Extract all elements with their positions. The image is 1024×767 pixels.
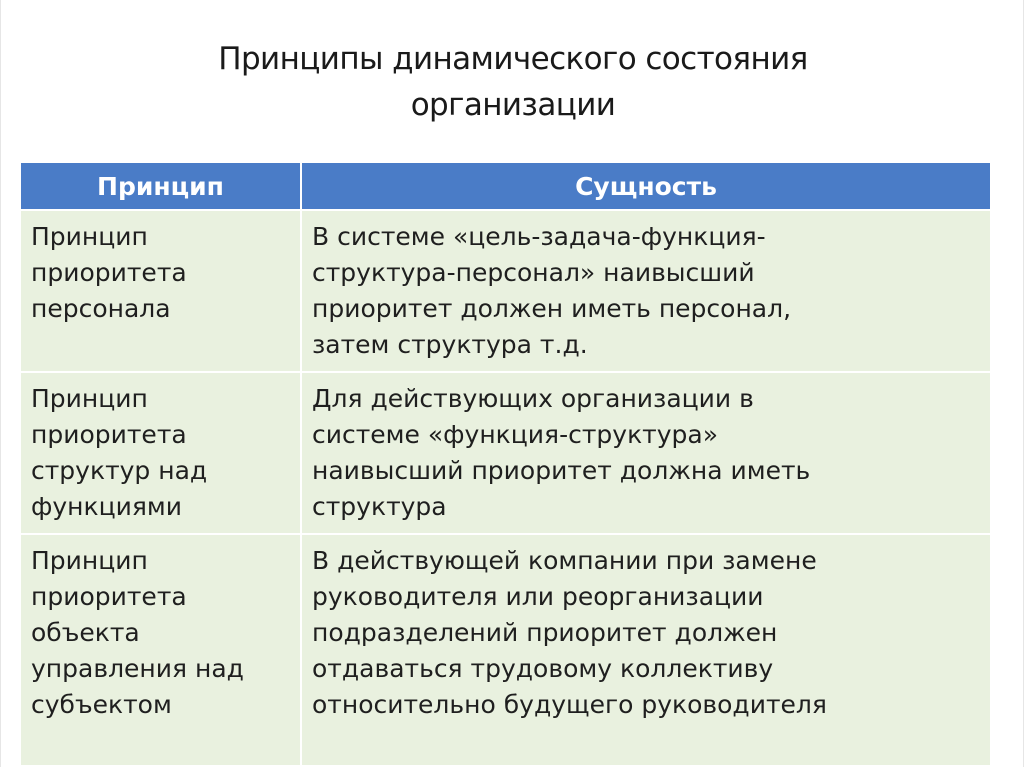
- principle-cell: [20, 372, 301, 534]
- essence-text: В действующей компании при замене руководителя или реорганизации подразделений приоритет должен отдаваться трудовому коллективу относительно будущего руководителя: [312, 546, 827, 719]
- essence-cell: [301, 534, 991, 766]
- principle-text: Принцип приоритета персонала: [31, 222, 187, 323]
- slide-title: [1, 36, 1024, 128]
- principle-text: Принцип приоритета структур над функциями: [31, 384, 208, 521]
- principles-table: [19, 163, 992, 767]
- header-essence: Сущность: [301, 163, 991, 210]
- essence-text: Для действующих организации в системе «функция-структура» наивысший приоритет должна иметь структура: [312, 384, 811, 521]
- header-principle: Принцип: [20, 163, 301, 210]
- table-header-row: [20, 163, 991, 210]
- table-row: [20, 210, 991, 372]
- essence-cell: [301, 372, 991, 534]
- table-row: [20, 534, 991, 766]
- principle-text: Принцип приоритета объекта управления над субъектом: [31, 546, 244, 719]
- principle-cell: [20, 210, 301, 372]
- essence-cell: [301, 210, 991, 372]
- principle-cell: [20, 534, 301, 766]
- slide-title-line-2: организации: [410, 87, 616, 123]
- table-row: [20, 372, 991, 534]
- essence-text: В системе «цель-задача-функция- структура-персонал» наивысший приоритет должен иметь персонал, затем структура т.д.: [312, 222, 792, 359]
- slide-title-line-1: Принципы динамического состояния: [218, 41, 808, 77]
